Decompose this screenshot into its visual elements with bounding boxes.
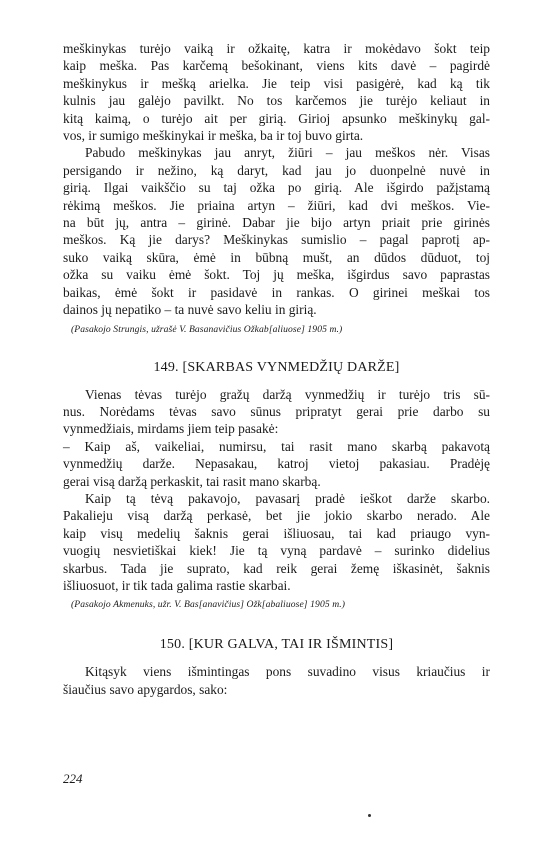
text-line: Pakalieju visą daržą perkasė, bet jie jokio skarbo nerado. Ale <box>63 508 490 524</box>
text-line: vos, ir sumigo meškinykai ir meška, ba ir toj buvo girta. <box>63 128 364 144</box>
story-148-continued-paragraph <box>63 40 490 144</box>
story-148-paragraph-2 <box>63 144 490 318</box>
story-149-paragraph-2 <box>63 490 490 594</box>
text-line: šiaučius savo apygardos, sako: <box>63 681 228 697</box>
text-line: rėkimą meškos. Jie priaina artyn – žiūri, kad dvi meškos. Vie- <box>63 197 490 213</box>
text-line: vynmedžių darže. Nepasakau, katroj vietoj pakasiau. Pradėję <box>63 456 490 472</box>
text-line: vuogių nesvietiškai kiek! Jie tą vyną pardavė – surinko didelius <box>63 543 490 559</box>
source-note-148: (Pasakojo Strungis, užrašė V. Basanavičius Ožkab[aliuose] 1905 m.) <box>71 323 343 335</box>
story-149-dialogue <box>63 438 490 490</box>
source-note-149: (Pasakojo Akmenuks, užr. V. Bas[anavičius] Ožk[abaliuose] 1905 m.) <box>71 599 346 611</box>
print-speck <box>368 814 371 817</box>
text-line: suko vaiką skūra, ėmė in būbną mušt, an dūdos dūduot, toj <box>63 249 490 265</box>
text-line: kaip visų medelių šaknis gerai išliuosau, tai kad priaugo vyn- <box>63 525 490 541</box>
text-line: išliuosuot, ir tik tada galima rastie skarbai. <box>63 577 291 593</box>
text-line: meškinykas turėjo vaiką ir ožkaitę, katra ir mokėdavo šokt teip <box>63 41 490 56</box>
text-line: persigando ir nežino, ką daryt, kad jau jo duonpelnė nuvė in <box>63 162 490 178</box>
text-line: – Kaip aš, vaikeliai, numirsu, tai rasit mano skarbą pakavotą <box>63 438 490 454</box>
text-line: meškinykus ir mešką arielka. Jie teip visi pasigėrė, kad ką tik <box>63 75 490 91</box>
page-body <box>63 40 490 698</box>
story-150-paragraph-1 <box>63 663 490 698</box>
story-149-paragraph-1 <box>63 386 490 438</box>
text-line: meškos. Ką jie darys? Meškinykas sumislio – pagal paprotį ap- <box>63 232 490 248</box>
story-149-heading: 149. [SKARBAS VYNMEDŽIŲ DARŽE] <box>153 359 400 375</box>
story-150-heading: 150. [KUR GALVA, TAI IR IŠMINTIS] <box>159 637 394 653</box>
text-line: kulnis jau galėjo pavilkt. No tos karčemos jie turėjo keliaut in <box>63 93 490 109</box>
text-line: gerai visą daržą perkaskit, tai rasit mano skarbą. <box>63 473 321 489</box>
text-line: kitą kaimą, o turėjo ait per girią. Girioj apsunko meškinykų gal- <box>63 110 490 126</box>
text-line: skarbus. Tada jie suprato, kad reik gerai žemę iškasinėt, šaknis <box>63 560 490 576</box>
text-line: Kitąsyk viens išmintingas pons suvadino visus kriaučius ir <box>85 664 490 680</box>
text-line: Kaip tą tėvą pakavojo, pavasarį pradė ieškot darže skarbo. <box>85 490 490 506</box>
text-line: girią. Ilgai vaikščio su taj ožka po girią. Ale išgirdo pažįstamą <box>63 180 490 196</box>
text-line: ožka su vaiku ėmė šokt. Toj jų meška, išgirdus savo paprastas <box>63 267 490 283</box>
text-line: dainos jų nepatiko – ta nuvė savo keliu in girią. <box>63 302 317 318</box>
text-line: na būt jų, antra – girinė. Dabar jie bijo artyn priait prie girinės <box>63 215 490 231</box>
page-number: 224 <box>63 771 83 786</box>
text-line: Pabudo meškinykas jau anryt, žiūri – jau meškos nėr. Visas <box>85 145 490 161</box>
text-line: nus. Norėdams tėvas savo sūnus pripratyt gerai prie darbo su <box>63 403 490 419</box>
text-line: vynmedžiais, mirdams jiem teip pasakė: <box>63 421 279 437</box>
text-line: baikas, ėmė šokt ir pasidavė in rankas. O girinei meškai tos <box>63 284 490 300</box>
text-line: kaip meška. Pas karčemą bešokinant, viens kits davė – pagirdė <box>63 58 490 74</box>
text-line: Vienas tėvas turėjo gražų daržą vynmedžių ir turėjo tris sū- <box>85 386 490 402</box>
